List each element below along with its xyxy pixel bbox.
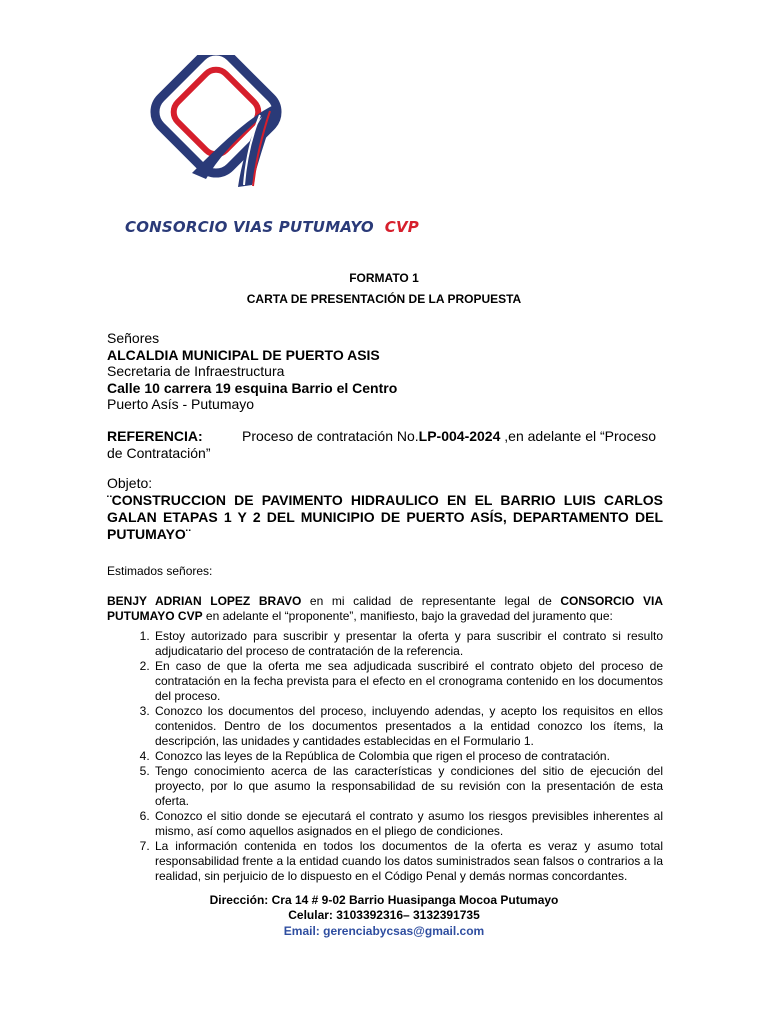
list-item: 4. Conozco las leyes de la República de Colombia que rigen el proceso de contratación. <box>153 749 663 764</box>
process-number: LP-004-2024 <box>418 428 501 444</box>
reference-text-after: ,en adelante el “Proceso de Contratación” <box>107 428 657 461</box>
list-item: 2. En caso de que la oferta me sea adjudicada suscribiré el contrato objeto del proceso de contratación en la fecha prevista para el efecto en el cronograma contenido en los documentos del proceso. <box>153 659 663 704</box>
addressee-office: Secretaria de Infraestructura <box>107 363 285 379</box>
reference-label: REFERENCIA: <box>107 428 203 444</box>
list-item: 6. Conozco el sitio donde se ejecutará el contrato y asumo los riesgos previsibles inherentes al mismo, así como aquellos asignados en el pliego de condiciones. <box>153 809 663 839</box>
object-text: ¨CONSTRUCCION DE PAVIMENTO HIDRAULICO EN EL BARRIO LUIS CARLOS GALAN ETAPAS 1 Y 2 DEL MUNICIPIO DE PUERTO ASÍS, DEPARTAMENTO DEL PUTUMAYO¨ <box>107 492 663 542</box>
document-subtitle: CARTA DE PRESENTACIÓN DE LA PROPUESTA <box>246 292 522 306</box>
intro-paragraph <box>107 594 663 624</box>
footer-email[interactable]: Email: gerenciabycsas@gmail.com <box>283 924 485 938</box>
brand-name-text: CONSORCIO VIAS PUTUMAYO <box>125 218 374 236</box>
addressee-address: Calle 10 carrera 19 esquina Barrio el Centro <box>107 379 398 396</box>
document-title: FORMATO 1 <box>349 271 419 285</box>
object-label: Objeto: <box>107 475 153 491</box>
salutation: Señores <box>107 330 160 346</box>
declarations-list <box>107 629 663 884</box>
brand-name <box>125 218 419 236</box>
addressee-block <box>107 330 397 413</box>
list-item: 3. Conozco los documentos del proceso, incluyendo adendas, y acepto los requisitos en ellos contenidos. Dentro de los documentos presentados a la entidad conozco los ítems, la descripción, las unidades y cantidades establecidas en el Formulario 1. <box>153 704 663 749</box>
brand-abbr: CVP <box>384 218 419 236</box>
list-item: 1. Estoy autorizado para suscribir y presentar la oferta y para suscribir el contrato si resulto adjudicatario del proceso de contratación de la referencia. <box>153 629 663 659</box>
greeting: Estimados señores: <box>107 564 213 578</box>
intro-text-1: en mi calidad de representante legal de <box>301 594 561 608</box>
footer-phone: Celular: 3103392316– 3132391735 <box>288 908 480 922</box>
addressee-entity: ALCALDIA MUNICIPAL DE PUERTO ASIS <box>107 346 380 363</box>
list-item: 7. La información contenida en todos los documentos de la oferta es veraz y asumo total responsabilidad frente a la entidad cuando los datos suministrados sean falsos o contrarios a la realidad, sin perjuicio de lo dispuesto en el Código Penal y demás normas concordantes. <box>153 839 663 884</box>
object-block <box>107 475 663 543</box>
representative-name: BENJY ADRIAN LOPEZ BRAVO <box>107 594 302 608</box>
reference-block <box>107 428 663 462</box>
footer-address: Dirección: Cra 14 # 9-02 Barrio Huasipanga Mocoa Putumayo <box>209 893 559 907</box>
intro-text-2: en adelante el “proponente”, manifiesto, bajo la gravedad del juramento que: <box>202 609 613 623</box>
company-name: CONSORCIO VIA PUTUMAYO CVP <box>107 594 663 623</box>
consortium-logo <box>120 55 385 245</box>
addressee-city: Puerto Asís - Putumayo <box>107 396 255 412</box>
list-item: 5. Tengo conocimiento acerca de las características y condiciones del sitio de ejecución del proyecto, por lo que asumo la responsabilidad de su revisión con la presentación de esta oferta. <box>153 764 663 809</box>
reference-text-before: Proceso de contratación No. <box>242 428 419 444</box>
